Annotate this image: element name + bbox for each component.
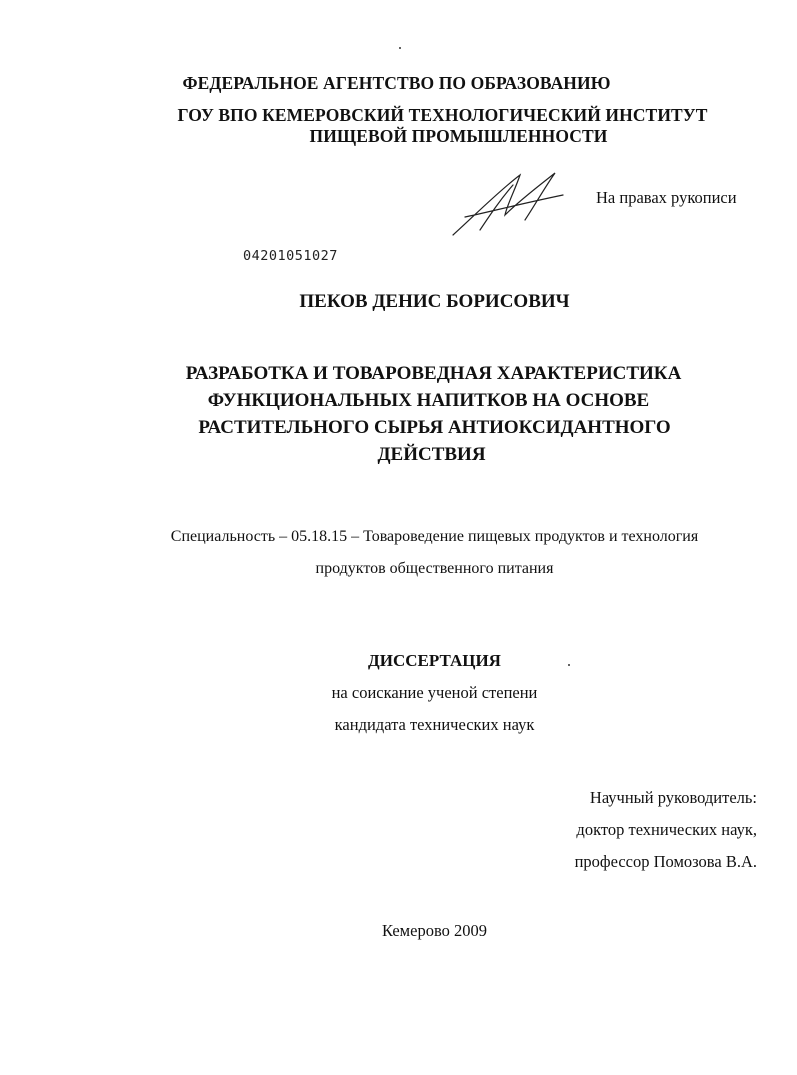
dissertation-title [0,360,797,468]
title-line-3: РАСТИТЕЛЬНОГО СЫРЬЯ АНТИОКСИДАНТНОГО [198,417,671,438]
manuscript-note: На правах рукописи [596,188,737,207]
supervisor-degree: доктор технических наук, [576,820,757,839]
specialty-line2: продуктов общественного питания [315,560,554,577]
city-year: Кемерово 2009 [381,921,488,940]
author-name: ПЕКОВ ДЕНИС БОРИСОВИЧ [299,291,570,312]
scan-speck-2 [568,664,570,666]
supervisor-name: профессор Помозова В.А. [574,852,757,871]
degree-heading: ДИССЕРТАЦИЯ [368,651,501,670]
agency-heading: ФЕДЕРАЛЬНОЕ АГЕНТСТВО ПО ОБРАЗОВАНИЮ [182,73,611,93]
supervisor-label: Научный руководитель: [589,788,757,807]
degree-line1: на соискание ученой степени [331,683,538,702]
title-line-2: ФУНКЦИОНАЛЬНЫХ НАПИТКОВ НА ОСНОВЕ [207,390,650,411]
title-line-1: РАЗРАБОТКА И ТОВАРОВЕДНАЯ ХАРАКТЕРИСТИКА [185,363,682,384]
institute-heading-line2: ПИЩЕВОЙ ПРОМЫШЛЕННОСТИ [309,126,608,146]
degree-line2: кандидата технических наук [334,715,535,734]
institute-heading-line1: ГОУ ВПО КЕМЕРОВСКИЙ ТЕХНОЛОГИЧЕСКИЙ ИНСТИТУТ [177,105,708,125]
registration-number: 04201051027 [243,248,338,264]
signature-graphic [445,165,585,245]
specialty-line1: Специальность – 05.18.15 – Товароведение пищевых продуктов и технология [170,528,699,545]
title-line-4: ДЕЙСТВИЯ [377,444,486,465]
scan-speck [399,47,401,49]
